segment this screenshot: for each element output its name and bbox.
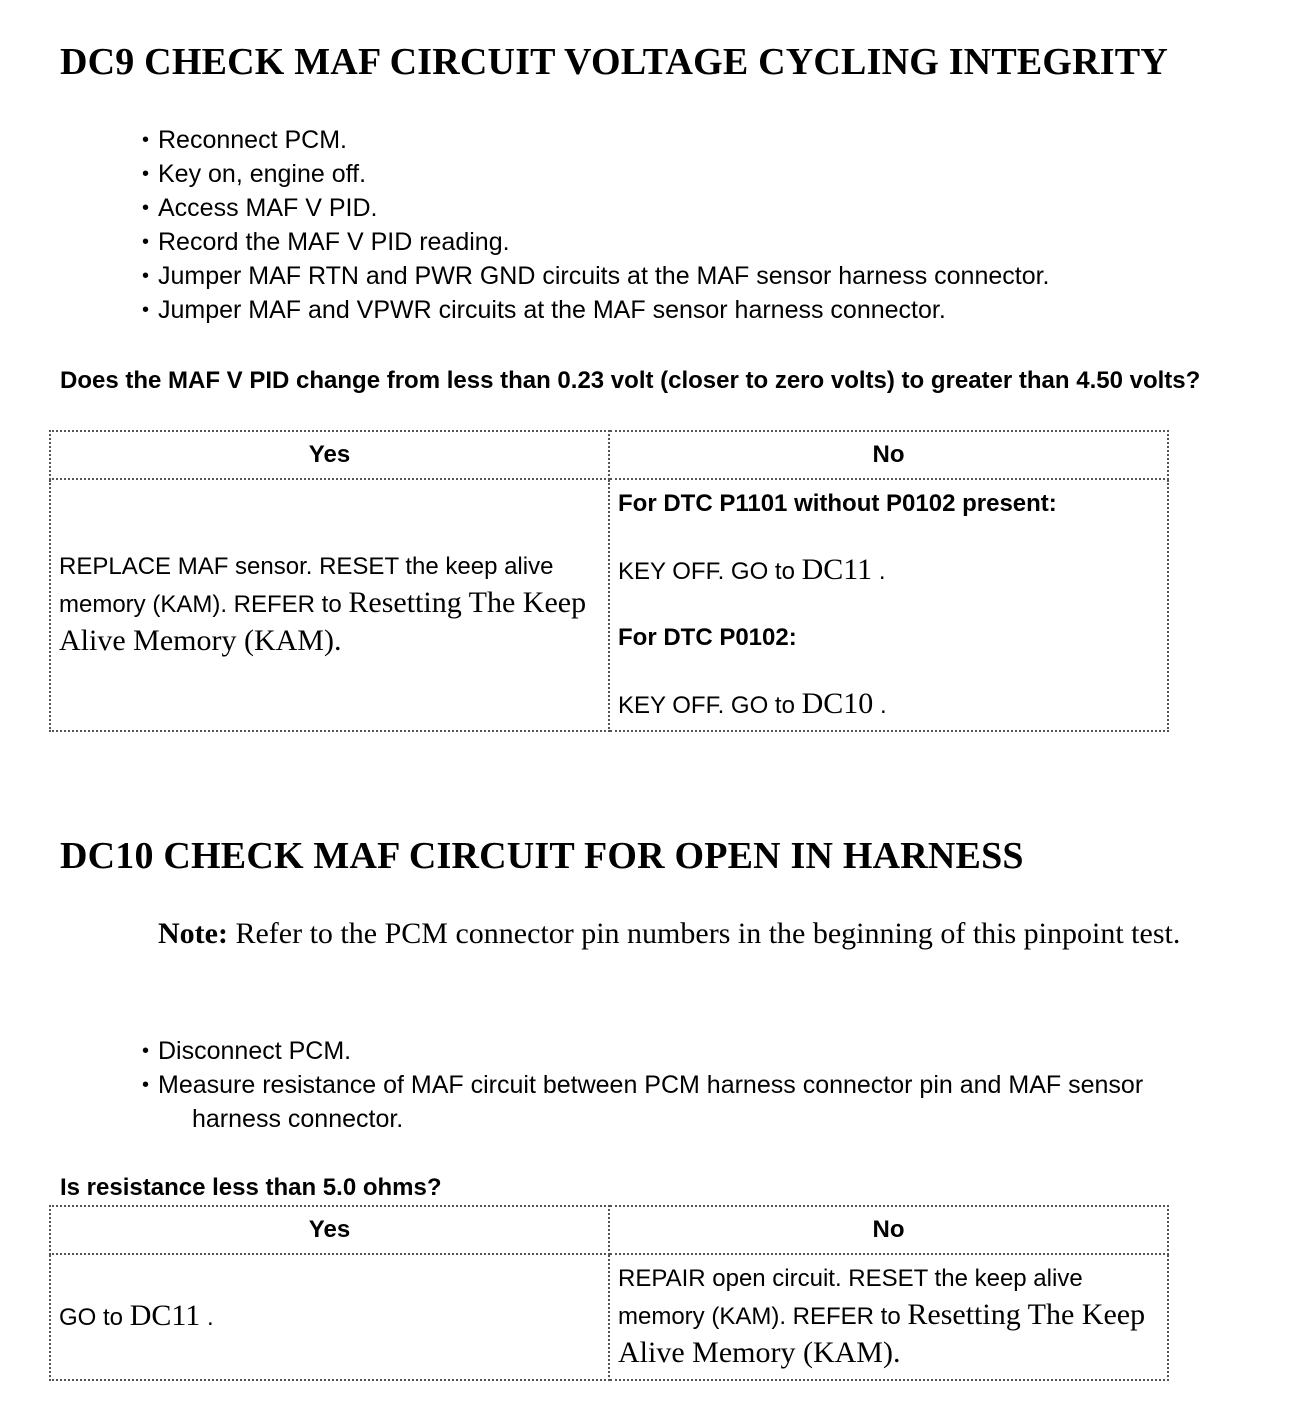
decision-table-dc9 [49, 430, 1169, 732]
no-header: No [609, 1206, 1168, 1254]
no-cell [609, 1254, 1168, 1380]
dc10-link[interactable]: DC10 [801, 687, 874, 720]
yes-header: Yes [50, 1206, 609, 1254]
yes-action-text: REPLACE MAF sensor. RESET the keep alive memory (KAM). REFER to [59, 553, 554, 618]
list-item-text: Measure resistance of MAF circuit between PCM harness connector pin and MAF sensor [158, 1071, 1144, 1099]
step-list-dc9 [142, 123, 1050, 327]
table-header-row [50, 431, 1168, 479]
note-block [158, 915, 1258, 953]
section-heading-dc10: DC10 CHECK MAF CIRCUIT FOR OPEN IN HARNESS [60, 835, 1024, 877]
table-row [50, 1254, 1168, 1380]
action-text: GO to [59, 1304, 124, 1331]
no-case-label-p0102: For DTC P0102: [618, 624, 797, 651]
list-item: • Jumper MAF RTN and PWR GND circuits at the MAF sensor harness connector. [142, 259, 1050, 293]
no-cell [609, 479, 1168, 731]
action-text: KEY OFF. GO to [618, 558, 795, 585]
section-heading-dc9: DC9 CHECK MAF CIRCUIT VOLTAGE CYCLING INTEGRITY [60, 41, 1168, 83]
step-list-dc10 [142, 1034, 1282, 1136]
list-item: • Disconnect PCM. [142, 1034, 1282, 1068]
dc11-link[interactable]: DC11 [129, 1299, 201, 1332]
no-action-text: REPAIR open circuit. RESET the keep alive memory (KAM). REFER to [618, 1265, 1083, 1330]
action-text: KEY OFF. GO to [618, 692, 795, 719]
list-item: • Reconnect PCM. [142, 123, 1050, 157]
table-header-row [50, 1206, 1168, 1254]
sentence-end: . [879, 692, 887, 719]
list-item: • Key on, engine off. [142, 157, 1050, 191]
no-case-label-p1101: For DTC P1101 without P0102 present: [618, 490, 1057, 517]
list-item: • Record the MAF V PID reading. [142, 225, 1050, 259]
yes-cell [50, 479, 609, 731]
dc11-link[interactable]: DC11 [801, 553, 873, 586]
kam-reset-link[interactable]: Resetting The Keep Alive Memory (KAM). [618, 1298, 1146, 1369]
no-case-action-p1101 [618, 552, 1159, 590]
yes-cell [50, 1254, 609, 1380]
list-item: • Access MAF V PID. [142, 191, 1050, 225]
note-label: Note: [158, 917, 228, 950]
sentence-end: . [206, 1304, 214, 1331]
question-dc9: Does the MAF V PID change from less than 0.23 volt (closer to zero volts) to greater than 4.50 volts? [60, 367, 1201, 394]
kam-reset-link[interactable]: Resetting The Keep Alive Memory (KAM). [59, 586, 587, 657]
no-case-action-p0102 [618, 686, 1159, 724]
list-item-continuation: harness connector. [192, 1105, 404, 1133]
list-item [142, 1068, 1282, 1136]
table-row [50, 479, 1168, 731]
question-dc10: Is resistance less than 5.0 ohms? [60, 1174, 442, 1201]
yes-header: Yes [50, 431, 609, 479]
sentence-end: . [878, 558, 886, 585]
note-text: Refer to the PCM connector pin numbers in the beginning of this pinpoint test. [235, 917, 1181, 950]
list-item: • Jumper MAF and VPWR circuits at the MAF sensor harness connector. [142, 293, 1050, 327]
decision-table-dc10 [49, 1205, 1169, 1381]
no-header: No [609, 431, 1168, 479]
